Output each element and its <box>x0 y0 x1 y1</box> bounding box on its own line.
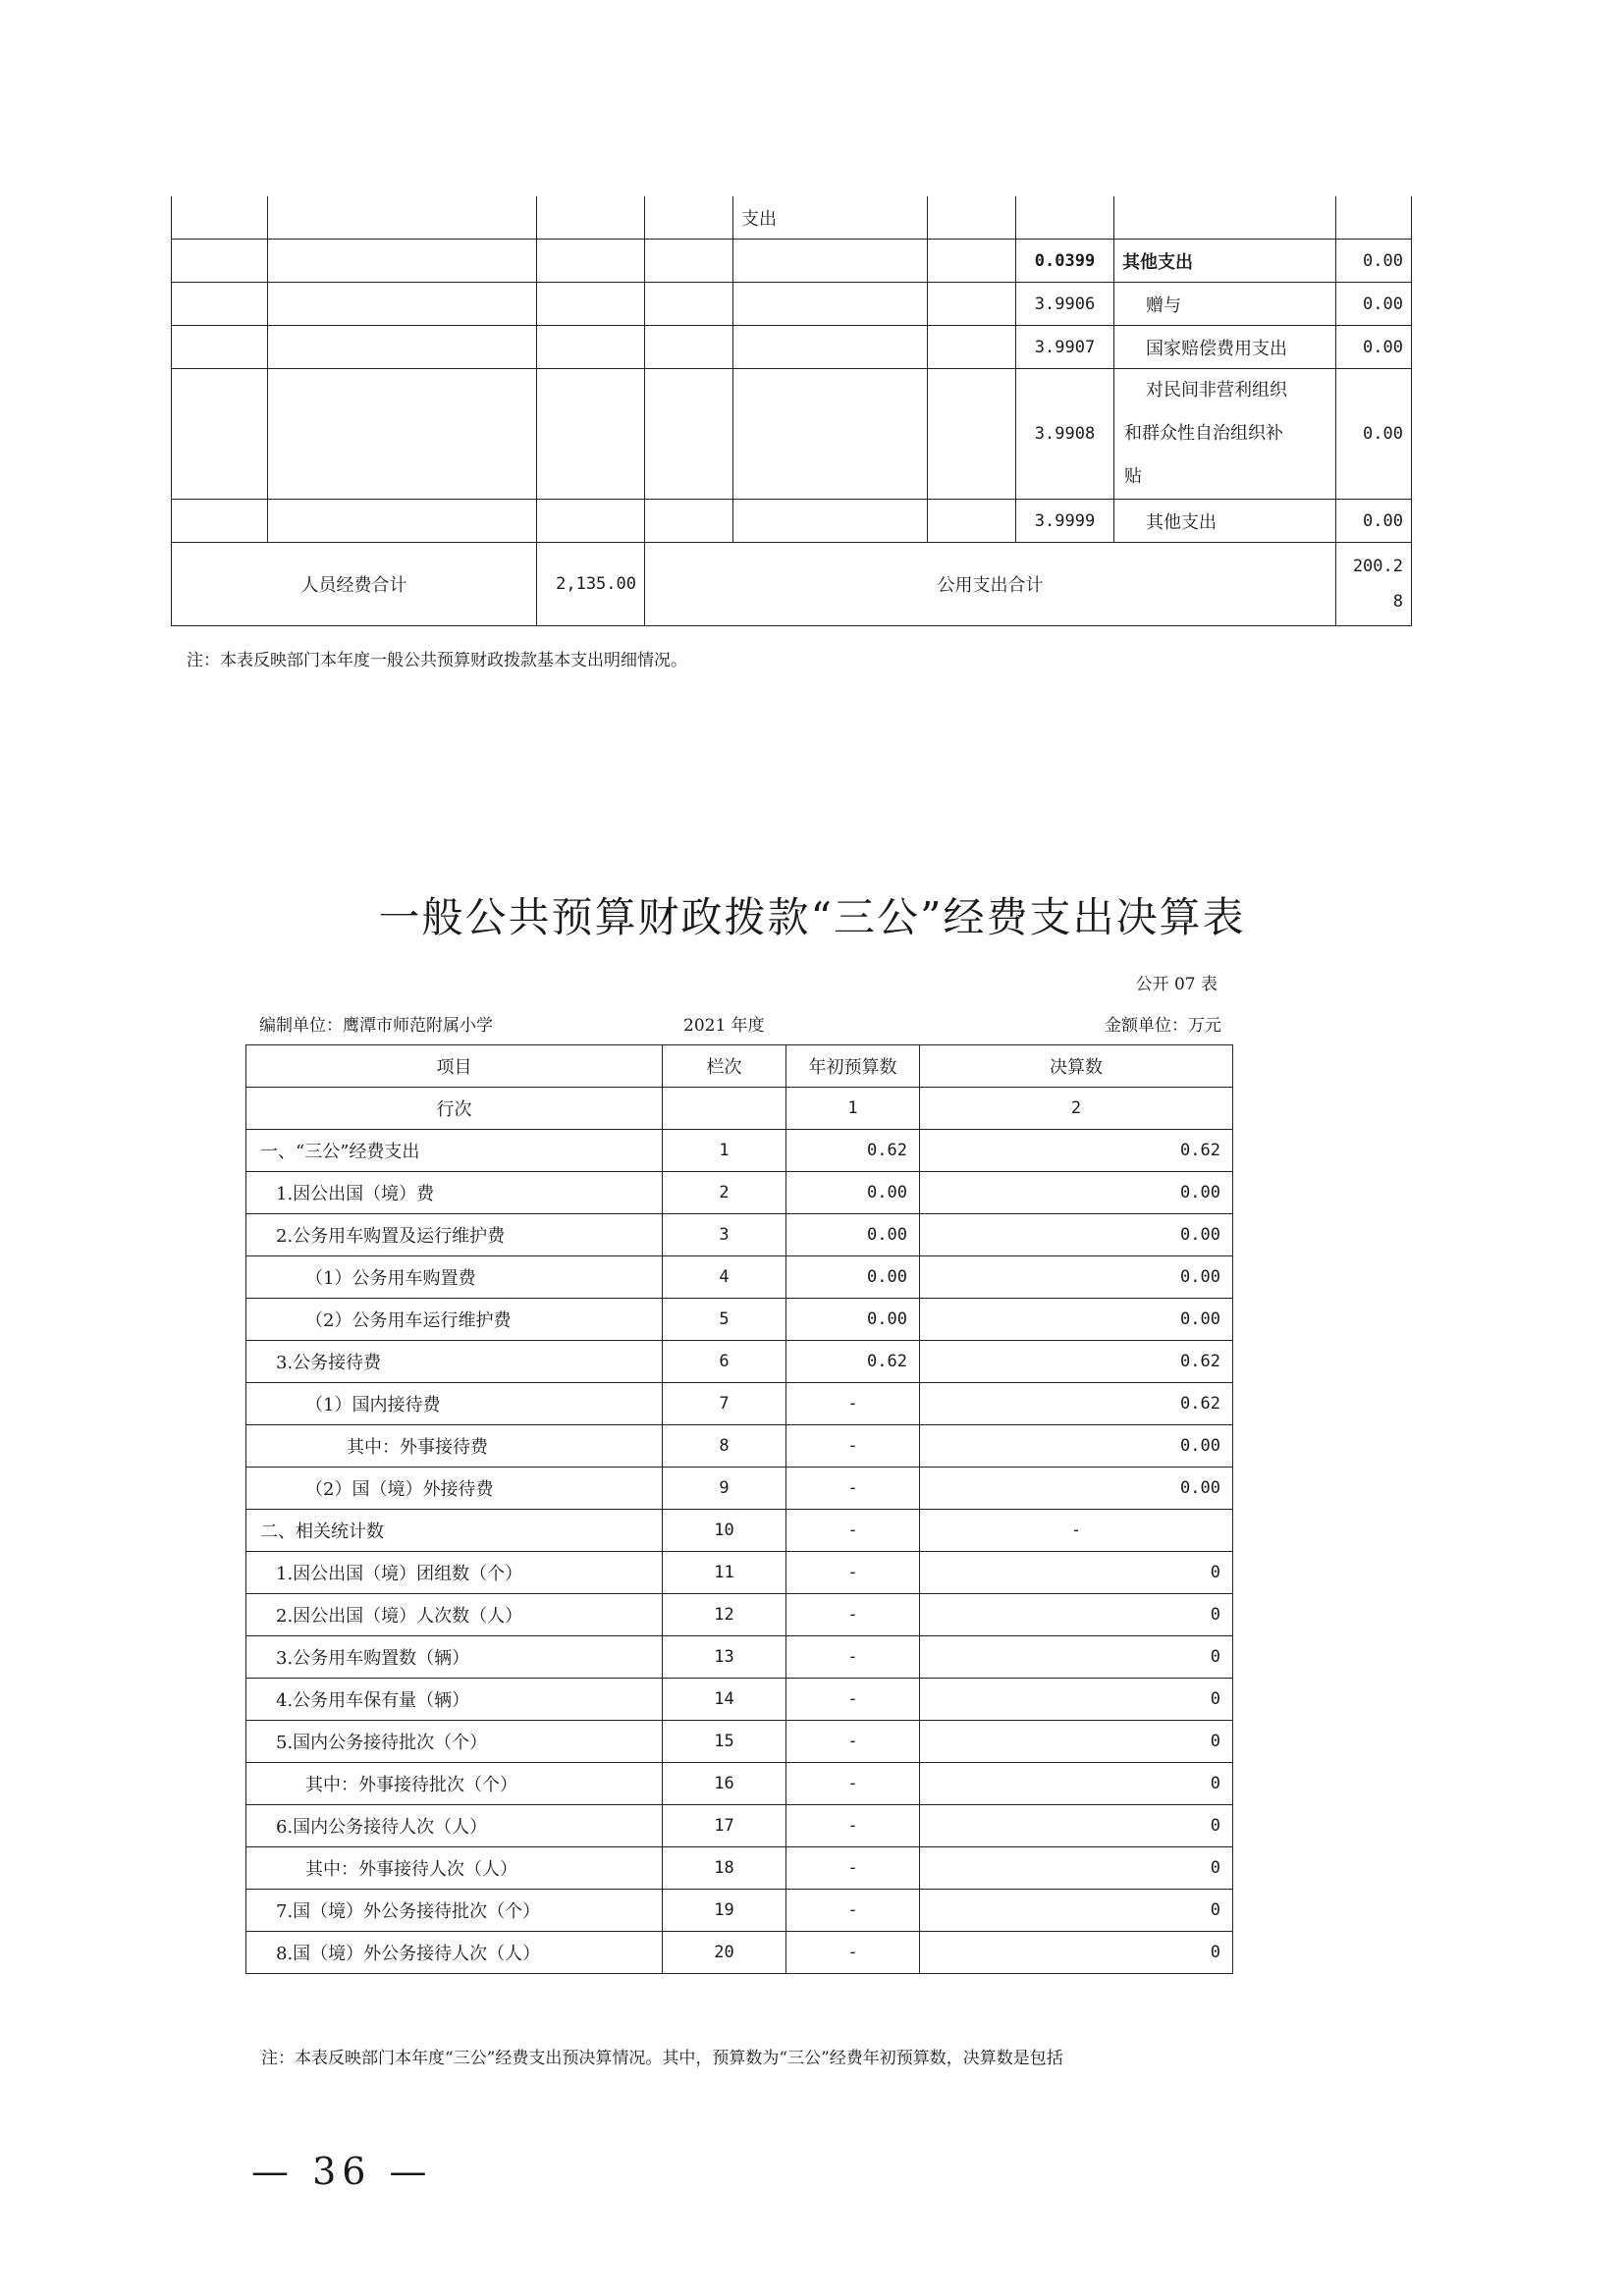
row-name-line: 对民间非营利组织 <box>1146 380 1287 400</box>
row-budget: - <box>786 1552 920 1594</box>
row-line: 14 <box>663 1679 786 1721</box>
three-public-rows <box>246 1130 1233 1974</box>
row-amount: 0.00 <box>1336 240 1412 283</box>
row-name <box>1114 369 1336 500</box>
row-name-line: 和群众性自治组织补 <box>1124 423 1283 444</box>
row-item: 2.公务用车购置及运行维护费 <box>246 1214 663 1256</box>
row-line: 7 <box>663 1383 786 1425</box>
row-index-c2: 1 <box>786 1088 920 1130</box>
row-budget: - <box>786 1510 920 1552</box>
row-line: 10 <box>663 1510 786 1552</box>
row-budget: 0.62 <box>786 1130 920 1172</box>
currency-unit: 金额单位：万元 <box>1105 1016 1221 1036</box>
row-budget: 0.00 <box>786 1214 920 1256</box>
row-budget: - <box>786 1932 920 1974</box>
public-total-value-line: 8 <box>1392 592 1403 612</box>
total-row <box>172 543 1412 626</box>
row-budget: - <box>786 1383 920 1425</box>
personnel-total-label: 人员经费合计 <box>172 543 537 626</box>
row-amount: 0.00 <box>1336 283 1412 326</box>
row-item: （2）国（境）外接待费 <box>246 1468 663 1510</box>
row-item: 8.国（境）外公务接待人次（人） <box>246 1932 663 1974</box>
row-item: 5.国内公务接待批次（个） <box>246 1721 663 1763</box>
row-line: 5 <box>663 1299 786 1341</box>
table-row <box>172 283 1412 326</box>
row-item: 6.国内公务接待人次（人） <box>246 1805 663 1847</box>
row-index-c1 <box>663 1088 786 1130</box>
row-line: 11 <box>663 1552 786 1594</box>
row-line: 4 <box>663 1256 786 1299</box>
table-row <box>246 1847 1233 1890</box>
row-final: 0.00 <box>920 1256 1233 1299</box>
row-budget: 0.00 <box>786 1256 920 1299</box>
row-final: 0 <box>920 1679 1233 1721</box>
row-item: 1.因公出国（境）团组数（个） <box>246 1552 663 1594</box>
row-line: 12 <box>663 1594 786 1636</box>
row-line: 15 <box>663 1721 786 1763</box>
table-row <box>246 1510 1233 1552</box>
row-item: 支出 <box>733 196 928 240</box>
page-number: — 36 — <box>251 2150 433 2193</box>
row-budget: - <box>786 1721 920 1763</box>
header-item: 项目 <box>246 1045 663 1088</box>
table-row <box>246 1890 1233 1932</box>
row-final: 0 <box>920 1932 1233 1974</box>
row-budget: - <box>786 1636 920 1679</box>
row-item: 1.因公出国（境）费 <box>246 1172 663 1214</box>
row-line: 2 <box>663 1172 786 1214</box>
row-budget: - <box>786 1890 920 1932</box>
three-public-expense-table <box>245 1044 1233 1974</box>
row-final: 0.00 <box>920 1299 1233 1341</box>
row-final: 0.62 <box>920 1130 1233 1172</box>
table-row <box>246 1468 1233 1510</box>
prepared-by: 编制单位：鹰潭市师范附属小学 <box>259 1016 493 1036</box>
row-line: 6 <box>663 1341 786 1383</box>
table-row <box>246 1763 1233 1805</box>
row-name: 赠与 <box>1114 283 1336 326</box>
row-item: （1）公务用车购置费 <box>246 1256 663 1299</box>
fiscal-year: 2021 年度 <box>683 1016 765 1036</box>
personnel-total-value: 2,135.00 <box>537 543 645 626</box>
row-final: 0.00 <box>920 1425 1233 1468</box>
table-row <box>246 1425 1233 1468</box>
row-item: 2.因公出国（境）人次数（人） <box>246 1594 663 1636</box>
row-index-label: 行次 <box>246 1088 663 1130</box>
row-budget: - <box>786 1679 920 1721</box>
row-line: 1 <box>663 1130 786 1172</box>
row-final: - <box>920 1510 1233 1552</box>
row-item: 其中：外事接待批次（个） <box>246 1763 663 1805</box>
row-item: 二、相关统计数 <box>246 1510 663 1552</box>
table-row <box>246 1172 1233 1214</box>
row-item: （1）国内接待费 <box>246 1383 663 1425</box>
row-final: 0.00 <box>920 1172 1233 1214</box>
table-row <box>246 1299 1233 1341</box>
table-row <box>172 240 1412 283</box>
table-row <box>246 1552 1233 1594</box>
row-code: 0.0399 <box>1016 240 1114 283</box>
row-budget: - <box>786 1425 920 1468</box>
table-row <box>246 1256 1233 1299</box>
row-line: 13 <box>663 1636 786 1679</box>
row-budget: 0.00 <box>786 1172 920 1214</box>
row-final: 0.62 <box>920 1383 1233 1425</box>
header-column: 栏次 <box>663 1045 786 1088</box>
row-amount: 0.00 <box>1336 500 1412 543</box>
row-name: 其他支出 <box>1114 240 1336 283</box>
public-total-value-line: 200.2 <box>1352 557 1403 576</box>
header-row <box>246 1045 1233 1088</box>
row-name-line: 贴 <box>1124 466 1142 487</box>
basic-expenditure-table-continued <box>171 196 1412 626</box>
row-item: 3.公务用车购置数（辆） <box>246 1636 663 1679</box>
row-item: 其中：外事接待人次（人） <box>246 1847 663 1890</box>
table-row <box>172 196 1412 240</box>
table-note: 注：本表反映部门本年度“三公”经费支出预决算情况。其中，预算数为“三公”经费年初预算数，决算数是包括 <box>261 2049 1063 2068</box>
public-total-value <box>1336 543 1412 626</box>
table-row <box>246 1594 1233 1636</box>
row-item: 3.公务接待费 <box>246 1341 663 1383</box>
table-row <box>246 1679 1233 1721</box>
row-final: 0 <box>920 1890 1233 1932</box>
row-amount: 0.00 <box>1336 369 1412 500</box>
row-code: 3.9906 <box>1016 283 1114 326</box>
row-final: 0 <box>920 1552 1233 1594</box>
table-row <box>246 1214 1233 1256</box>
row-item: （2）公务用车运行维护费 <box>246 1299 663 1341</box>
row-item: 4.公务用车保有量（辆） <box>246 1679 663 1721</box>
table-row <box>172 369 1412 500</box>
row-line: 16 <box>663 1763 786 1805</box>
table-row <box>246 1932 1233 1974</box>
table-note: 注：本表反映部门本年度一般公共预算财政拨款基本支出明细情况。 <box>187 651 687 670</box>
row-line: 3 <box>663 1214 786 1256</box>
table-row <box>172 326 1412 369</box>
row-final: 0.00 <box>920 1214 1233 1256</box>
table-row <box>246 1341 1233 1383</box>
table-row <box>246 1805 1233 1847</box>
row-budget: 0.00 <box>786 1299 920 1341</box>
row-name: 国家赔偿费用支出 <box>1114 326 1336 369</box>
table-row <box>246 1636 1233 1679</box>
row-budget: - <box>786 1763 920 1805</box>
row-index <box>246 1088 1233 1130</box>
row-code: 3.9999 <box>1016 500 1114 543</box>
header-budget: 年初预算数 <box>786 1045 920 1088</box>
row-amount: 0.00 <box>1336 326 1412 369</box>
row-name: 其他支出 <box>1114 500 1336 543</box>
row-line: 8 <box>663 1425 786 1468</box>
row-budget: - <box>786 1805 920 1847</box>
row-budget: - <box>786 1468 920 1510</box>
table-row <box>246 1130 1233 1172</box>
row-final: 0 <box>920 1763 1233 1805</box>
form-code: 公开 07 表 <box>1135 975 1218 994</box>
row-line: 9 <box>663 1468 786 1510</box>
row-line: 18 <box>663 1847 786 1890</box>
row-budget: - <box>786 1594 920 1636</box>
row-final: 0 <box>920 1594 1233 1636</box>
row-final: 0.00 <box>920 1468 1233 1510</box>
row-line: 17 <box>663 1805 786 1847</box>
row-item: 7.国（境）外公务接待批次（个） <box>246 1890 663 1932</box>
row-budget: - <box>786 1847 920 1890</box>
row-index-c3: 2 <box>920 1088 1233 1130</box>
table-row <box>246 1383 1233 1425</box>
row-final: 0 <box>920 1636 1233 1679</box>
row-final: 0 <box>920 1847 1233 1890</box>
row-line: 20 <box>663 1932 786 1974</box>
row-item: 一、“三公”经费支出 <box>246 1130 663 1172</box>
table-row <box>172 500 1412 543</box>
row-line: 19 <box>663 1890 786 1932</box>
row-final: 0.62 <box>920 1341 1233 1383</box>
page-title: 一般公共预算财政拨款“三公”经费支出决算表 <box>378 893 1246 941</box>
row-code: 3.9908 <box>1016 369 1114 500</box>
row-budget: 0.62 <box>786 1341 920 1383</box>
row-item: 其中：外事接待费 <box>246 1425 663 1468</box>
row-final: 0 <box>920 1805 1233 1847</box>
row-code: 3.9907 <box>1016 326 1114 369</box>
header-final: 决算数 <box>920 1045 1233 1088</box>
table-row <box>246 1721 1233 1763</box>
row-final: 0 <box>920 1721 1233 1763</box>
public-total-label: 公用支出合计 <box>645 543 1336 626</box>
